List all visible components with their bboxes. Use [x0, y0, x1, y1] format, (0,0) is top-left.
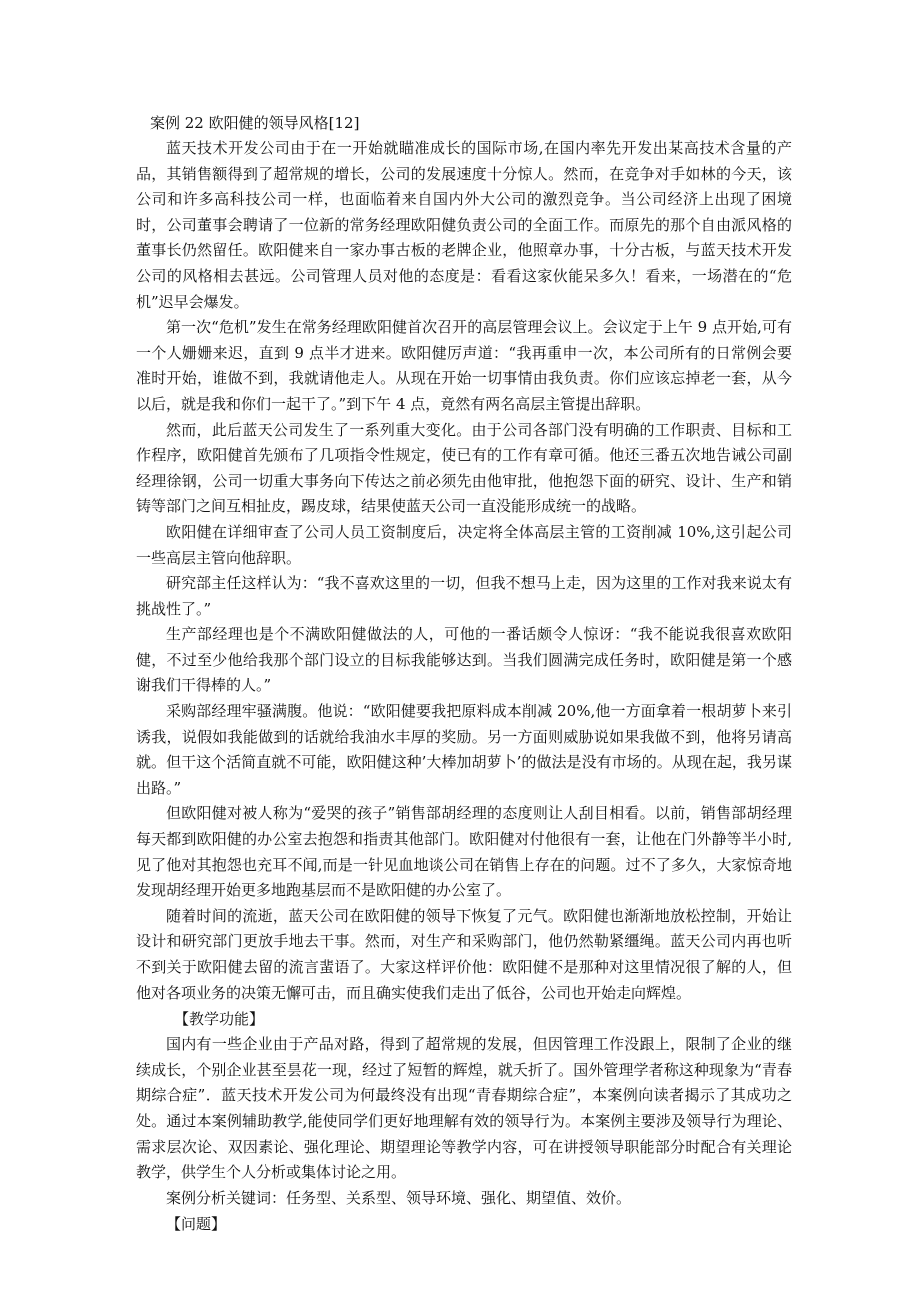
case-paragraph: 蓝天技术开发公司由于在一开始就瞄准成长的国际市场,在国内率先开发出某高技术含量的产品，其销售额得到了超常规的增长，公司的发展速度十分惊人。然而，在竞争对手如林的今天，该公司和许多高科技公司一样，也面临着来自国内外大公司的激烈竞争。当公司经济上出现了困境时，公司董事会聘请了一位新的常务经理欧阳健负责公司的全面工作。而原先的那个自由派风格的董事长仍然留任。欧阳健来自一家办事古板的老牌企业，他照章办事，十分古板，与蓝天技术开发公司的风格相去甚远。公司管理人员对他的态度是：看看这家伙能呆多久！看来，一场潜在的“危机”迟早会爆发。: [136, 139, 792, 311]
teaching-function-heading: 【教学功能】: [174, 1010, 265, 1029]
teaching-paragraph: 国内有一些企业由于产品对路，得到了超常规的发展，但因管理工作没跟上，限制了企业的继续成长，个别企业甚至昙花一现，经过了短暂的辉煌，就夭折了。国外管理学者称这种现象为“青春期综合症”．蓝天技术开发公司为何最终没有出现“青春期综合症”，本案例向读者揭示了其成功之处。通过本案例辅助教学,能使同学们更好地理解有效的领导行为。本案例主要涉及领导行为理论、需求层次论、双因素论、强化理论、期望理论等教学内容，可在讲授领导职能部分时配合有关理论教学，供学生个人分析或集体讨论之用。: [136, 1035, 792, 1182]
case-paragraph: 欧阳健在详细审查了公司人员工资制度后，决定将全体高层主管的工资削减 10%,这引起公司一些高层主管向他辞职。: [136, 522, 792, 567]
case-paragraph: 采购部经理牢骚满腹。他说：“欧阳健要我把原料成本削减 20%,他一方面拿着一根胡萝卜来引诱我，说假如我能做到的话就给我油水丰厚的奖励。另一方面则威胁说如果我做不到，他将另请高就。但干这个活简直就不可能，欧阳健这种’大棒加胡萝卜’的做法是没有市场的。从现在起，我另谋出路。”: [136, 702, 792, 797]
problem-heading: 【问题】: [166, 1215, 227, 1234]
case-paragraph: 然而，此后蓝天公司发生了一系列重大变化。由于公司各部门没有明确的工作职责、目标和工作程序，欧阳健首先颁布了几项指令性规定，使已有的工作有章可循。他还三番五次地告诫公司副经理徐钢，公司一切重大事务向下传达之前必须先由他审批，他抱怨下面的研究、设计、生产和销铸等部门之间互相扯皮，踢皮球，结果使蓝天公司一直没能形成统一的战略。: [136, 420, 792, 516]
keywords-paragraph: 案例分析关键词：任务型、关系型、领导环境、强化、期望值、效价。: [166, 1188, 632, 1207]
case-paragraph: 第一次“危机”发生在常务经理欧阳健首次召开的高层管理会议上。会议定于上午 9 点开始,可有一个人姗姗来迟，直到 9 点半才进来。欧阳健厉声道：“我再重申一次，本公司所有的日常例会要准时开始，谁做不到，我就请他走人。从现在开始一切事情由我负责。你们应该忘掉老一套，从今以后，就是我和你们一起干了。”到下午 4 点，竟然有两名高层主管提出辞职。: [136, 318, 792, 413]
case-title: 案例 22 欧阳健的领导风格[12]: [150, 114, 360, 132]
case-paragraph: 随着时间的流逝，蓝天公司在欧阳健的领导下恢复了元气。欧阳健也渐渐地放松控制，开始让设计和研究部门更放手地去干事。然而，对生产和采购部门，他仍然勒紧缰绳。蓝天公司内再也听不到关于欧阳健去留的流言蜚语了。大家这样评价他：欧阳健不是那种对这里情况很了解的人，但他对各项业务的决策无懈可击，而且确实使我们走出了低谷，公司也开始走向辉煌。: [136, 906, 792, 1002]
case-paragraph: 研究部主任这样认为：“我不喜欢这里的一切，但我不想马上走，因为这里的工作对我来说太有挑战性了。”: [136, 574, 792, 618]
case-paragraph: 但欧阳健对被人称为“爱哭的孩子”销售部胡经理的态度则让人刮目相看。以前，销售部胡经理每天都到欧阳健的办公室去抱怨和指责其他部门。欧阳健对付他很有一套，让他在门外静等半小时,见了他对其抱怨也充耳不闻,而是一针见血地谈公司在销售上存在的问题。过不了多久，大家惊奇地发现胡经理开始更多地跑基层而不是欧阳健的办公室了。: [136, 804, 792, 900]
document-body: [136, 110, 792, 1237]
case-paragraph: 生产部经理也是个不满欧阳健做法的人，可他的一番话颇令人惊讶：“我不能说我很喜欢欧阳健，不过至少他给我那个部门设立的目标我能够达到。当我们圆满完成任务时，欧阳健是第一个感谢我们干得棒的人。”: [136, 625, 792, 695]
